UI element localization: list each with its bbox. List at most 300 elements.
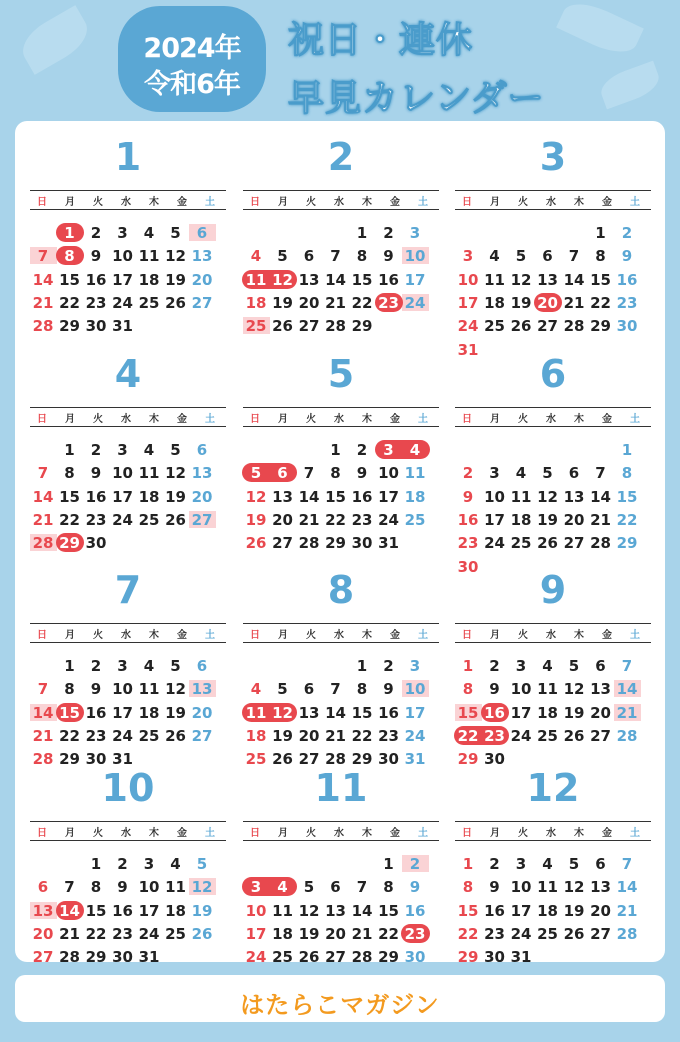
weekday-label: 木 — [362, 197, 372, 208]
weekday-label: 月 — [278, 197, 288, 208]
day-cell: 17 — [404, 270, 426, 289]
day-cell: 4 — [250, 247, 262, 266]
day-cell: 18 — [138, 703, 160, 722]
day-cell: 21 — [590, 510, 611, 529]
weekday-label: 水 — [546, 197, 556, 208]
day-cell: 11 — [484, 270, 505, 289]
day-cell: 16 — [351, 487, 373, 506]
day-cell: 27 — [325, 948, 346, 967]
month-11 — [243, 766, 439, 966]
day-cell: 15 — [325, 487, 346, 506]
day-cell: 14 — [616, 878, 638, 897]
day-cell: 5 — [542, 464, 553, 483]
weekday-label: 金 — [602, 828, 612, 839]
day-cell: 1 — [330, 441, 341, 459]
weekday-header — [243, 821, 439, 841]
weekday-label: 木 — [574, 828, 584, 839]
month-name: 2 — [327, 135, 355, 179]
weekday-label: 木 — [362, 828, 372, 839]
day-cell: 4 — [409, 441, 421, 459]
day-cell: 3 — [250, 878, 262, 897]
day-cell: 19 — [272, 293, 293, 312]
day-cell: 28 — [325, 750, 346, 769]
month-name: 8 — [327, 568, 355, 612]
day-cell: 3 — [117, 224, 128, 242]
day-cell: 26 — [298, 948, 320, 967]
weekday-label: 月 — [65, 197, 75, 208]
day-cell: 4 — [542, 657, 553, 675]
weekday-header — [455, 623, 651, 643]
day-cell: 23 — [85, 510, 107, 529]
weekday-label: 月 — [490, 630, 500, 641]
day-cell: 11 — [510, 487, 532, 506]
day-cell: 31 — [378, 534, 399, 553]
day-cell: 3 — [117, 441, 128, 459]
day-cell: 8 — [356, 247, 368, 266]
day-cell: 21 — [351, 924, 373, 943]
weekday-label: 水 — [546, 414, 556, 425]
day-cell: 31 — [404, 750, 426, 769]
day-cell: 6 — [196, 441, 208, 459]
day-cell: 28 — [298, 534, 320, 553]
day-cell: 25 — [484, 317, 505, 336]
day-cell: 25 — [272, 948, 293, 967]
day-cell: 22 — [85, 924, 107, 943]
day-cell: 22 — [59, 510, 80, 529]
day-cell: 19 — [165, 487, 186, 506]
day-cell: 13 — [590, 680, 611, 699]
day-cell: 30 — [85, 534, 107, 553]
day-cell: 16 — [484, 901, 505, 920]
day-cell: 5 — [170, 441, 181, 459]
day-cell: 14 — [32, 703, 54, 722]
weekday-label: 木 — [574, 197, 584, 208]
day-cell: 31 — [510, 948, 532, 967]
day-cell: 19 — [563, 703, 585, 722]
day-cell: 12 — [563, 680, 585, 699]
day-cell: 1 — [356, 657, 368, 675]
day-cell: 16 — [85, 703, 107, 722]
day-cell: 21 — [563, 293, 585, 312]
day-cell: 7 — [330, 680, 341, 699]
day-cell: 29 — [351, 317, 373, 336]
weekday-header — [455, 190, 651, 210]
day-cell: 30 — [112, 948, 133, 967]
day-cell: 25 — [245, 317, 267, 336]
weekday-label: 月 — [65, 630, 75, 641]
weekday-label: 木 — [362, 414, 372, 425]
day-cell: 22 — [378, 924, 399, 943]
day-cell: 5 — [250, 464, 262, 483]
day-cell: 7 — [568, 247, 580, 266]
day-cell: 2 — [462, 464, 474, 483]
day-cell: 28 — [32, 750, 54, 769]
day-cell: 19 — [537, 510, 558, 529]
day-cell: 3 — [489, 464, 500, 483]
day-cell: 19 — [165, 703, 186, 722]
weekday-label: 水 — [121, 414, 131, 425]
weekday-label: 木 — [149, 828, 159, 839]
day-cell: 5 — [303, 878, 315, 897]
day-cell: 15 — [59, 487, 80, 506]
day-cell: 30 — [484, 948, 505, 967]
weekday-label: 日 — [37, 828, 47, 839]
weekday-label: 木 — [149, 630, 159, 641]
weekday-label: 月 — [65, 828, 75, 839]
day-cell: 20 — [563, 510, 585, 529]
day-cell: 9 — [621, 247, 633, 266]
day-cell: 3 — [462, 247, 474, 266]
day-cell: 24 — [112, 293, 133, 312]
day-cell: 18 — [138, 270, 160, 289]
day-cell: 30 — [457, 557, 479, 576]
day-cell: 17 — [112, 487, 133, 506]
day-cell: 27 — [32, 948, 54, 967]
year-badge — [118, 6, 266, 112]
weekday-header — [30, 407, 226, 427]
day-cell: 25 — [165, 924, 186, 943]
weekday-label: 金 — [177, 828, 187, 839]
day-cell: 18 — [138, 487, 160, 506]
day-cell: 26 — [191, 924, 213, 943]
day-cell: 10 — [112, 680, 133, 699]
day-cell: 8 — [356, 680, 368, 699]
day-cell: 8 — [90, 878, 102, 897]
day-cell: 16 — [404, 901, 426, 920]
day-cell: 13 — [32, 901, 54, 920]
day-cell: 9 — [90, 680, 102, 699]
day-cell: 20 — [590, 901, 611, 920]
day-cell: 24 — [245, 948, 267, 967]
day-cell: 20 — [191, 703, 213, 722]
day-cell: 3 — [383, 441, 394, 459]
day-cell: 13 — [590, 878, 611, 897]
weekday-label: 日 — [37, 197, 47, 208]
day-cell: 13 — [325, 901, 346, 920]
day-cell: 25 — [404, 510, 426, 529]
weekday-label: 水 — [334, 630, 344, 641]
day-cell: 1 — [64, 657, 75, 675]
weekday-label: 日 — [250, 630, 260, 641]
footer — [15, 975, 665, 1022]
weekday-label: 土 — [418, 197, 428, 208]
day-cell: 28 — [32, 534, 54, 553]
weekday-label: 水 — [121, 630, 131, 641]
day-cell: 14 — [325, 270, 346, 289]
weekday-label: 日 — [250, 828, 260, 839]
weekday-label: 火 — [306, 414, 316, 425]
day-cell: 26 — [563, 924, 585, 943]
day-cell: 24 — [484, 534, 505, 553]
day-cell: 29 — [616, 534, 638, 553]
day-cell: 19 — [510, 293, 532, 312]
day-cell: 10 — [510, 680, 532, 699]
day-cell: 28 — [351, 948, 373, 967]
year-label: 2024年 — [143, 33, 241, 64]
month-8 — [243, 568, 439, 768]
day-cell: 30 — [616, 317, 638, 336]
day-cell: 23 — [378, 293, 399, 312]
day-cell: 9 — [90, 247, 102, 266]
day-cell: 6 — [595, 657, 606, 675]
day-cell: 4 — [542, 855, 553, 873]
day-cell: 29 — [325, 534, 346, 553]
day-cell: 6 — [542, 247, 553, 266]
day-cell: 18 — [245, 293, 267, 312]
day-cell: 31 — [457, 340, 479, 359]
weekday-label: 火 — [93, 630, 103, 641]
weekday-label: 水 — [546, 630, 556, 641]
day-cell: 25 — [510, 534, 532, 553]
day-cell: 23 — [404, 924, 426, 943]
day-cell: 1 — [621, 441, 633, 459]
day-cell: 23 — [112, 924, 133, 943]
weekday-label: 木 — [362, 630, 372, 641]
day-cell: 21 — [616, 901, 638, 920]
day-cell: 4 — [143, 441, 155, 459]
day-cell: 16 — [378, 703, 399, 722]
day-cell: 4 — [250, 680, 262, 699]
weekday-header — [455, 407, 651, 427]
month-9 — [455, 568, 651, 768]
day-cell: 22 — [351, 726, 373, 745]
day-cell: 27 — [191, 510, 213, 529]
day-cell: 10 — [112, 464, 133, 483]
day-cell: 16 — [616, 270, 638, 289]
day-cell: 27 — [298, 317, 320, 336]
day-cell: 26 — [272, 317, 293, 336]
day-cell: 12 — [245, 487, 267, 506]
day-cell: 26 — [537, 534, 558, 553]
day-cell: 6 — [303, 680, 315, 699]
day-cell: 2 — [90, 657, 102, 675]
day-cell: 18 — [537, 703, 558, 722]
day-cell: 7 — [595, 464, 606, 483]
day-cell: 5 — [196, 855, 208, 873]
day-cell: 25 — [537, 924, 558, 943]
day-cell: 9 — [409, 878, 421, 897]
day-cell: 26 — [165, 293, 186, 312]
day-cell: 20 — [272, 510, 293, 529]
day-cell: 1 — [462, 855, 474, 873]
day-cell: 30 — [484, 750, 505, 769]
day-cell: 6 — [568, 464, 580, 483]
weekday-label: 日 — [250, 414, 260, 425]
day-cell: 9 — [356, 464, 368, 483]
weekday-label: 金 — [390, 828, 400, 839]
weekday-header — [243, 623, 439, 643]
day-cell: 24 — [404, 726, 426, 745]
day-cell: 24 — [112, 510, 133, 529]
day-cell: 15 — [457, 901, 479, 920]
day-cell: 14 — [59, 901, 80, 920]
weekday-label: 火 — [93, 828, 103, 839]
day-cell: 5 — [515, 247, 527, 266]
day-cell: 6 — [196, 657, 208, 675]
day-cell: 6 — [330, 878, 341, 897]
day-cell: 27 — [537, 317, 558, 336]
day-cell: 3 — [515, 855, 527, 873]
day-cell: 15 — [378, 901, 399, 920]
day-cell: 6 — [595, 855, 606, 873]
day-cell: 17 — [138, 901, 160, 920]
day-cell: 24 — [457, 317, 479, 336]
day-cell: 30 — [378, 750, 399, 769]
weekday-label: 月 — [490, 414, 500, 425]
day-cell: 23 — [457, 534, 479, 553]
day-cell: 27 — [590, 924, 611, 943]
day-cell: 11 — [245, 703, 267, 722]
weekday-label: 火 — [306, 197, 316, 208]
weekday-label: 月 — [278, 630, 288, 641]
day-cell: 29 — [59, 750, 80, 769]
day-cell: 31 — [138, 948, 160, 967]
weekday-label: 火 — [306, 828, 316, 839]
day-cell: 27 — [590, 726, 611, 745]
day-cell: 29 — [351, 750, 373, 769]
weekday-label: 火 — [306, 630, 316, 641]
day-cell: 6 — [303, 247, 315, 266]
calendar-panel — [15, 121, 665, 967]
day-cell: 10 — [138, 878, 160, 897]
day-cell: 17 — [510, 901, 532, 920]
weekday-label: 火 — [518, 630, 528, 641]
day-cell: 29 — [378, 948, 399, 967]
day-cell: 7 — [37, 247, 49, 266]
month-4 — [30, 352, 226, 552]
day-cell: 26 — [165, 510, 186, 529]
day-cell: 10 — [404, 680, 426, 699]
day-cell: 4 — [515, 464, 527, 483]
day-cell: 20 — [298, 293, 320, 312]
day-cell: 11 — [138, 464, 160, 483]
weekday-header — [30, 821, 226, 841]
month-6 — [455, 352, 651, 576]
day-cell: 16 — [484, 703, 505, 722]
day-cell: 8 — [462, 680, 474, 699]
day-cell: 28 — [563, 317, 585, 336]
weekday-label: 金 — [602, 630, 612, 641]
day-cell: 14 — [351, 901, 373, 920]
day-cell: 1 — [383, 855, 394, 873]
day-cell: 4 — [143, 657, 155, 675]
weekday-label: 土 — [205, 197, 215, 208]
month-name: 10 — [101, 766, 155, 810]
day-cell: 27 — [563, 534, 585, 553]
day-cell: 12 — [563, 878, 585, 897]
day-cell: 28 — [32, 317, 54, 336]
day-cell: 12 — [537, 487, 558, 506]
weekday-label: 土 — [630, 414, 640, 425]
day-cell: 27 — [272, 534, 293, 553]
day-cell: 12 — [272, 270, 293, 289]
day-cell: 25 — [138, 293, 160, 312]
day-cell: 2 — [90, 224, 102, 242]
day-cell: 27 — [191, 293, 213, 312]
day-cell: 27 — [298, 750, 320, 769]
month-name: 4 — [114, 352, 142, 396]
day-cell: 19 — [272, 726, 293, 745]
day-cell: 1 — [64, 441, 75, 459]
day-cell: 2 — [621, 224, 633, 242]
day-cell: 4 — [277, 878, 288, 897]
day-cell: 19 — [165, 270, 186, 289]
month-10 — [30, 766, 226, 966]
day-cell: 18 — [245, 726, 267, 745]
day-cell: 22 — [351, 293, 373, 312]
day-cell: 7 — [37, 680, 49, 699]
day-cell: 12 — [510, 270, 532, 289]
day-cell: 25 — [138, 510, 160, 529]
day-cell: 30 — [85, 317, 107, 336]
weekday-header — [243, 407, 439, 427]
day-cell: 3 — [515, 657, 527, 675]
weekday-label: 土 — [205, 828, 215, 839]
day-cell: 13 — [298, 703, 320, 722]
day-cell: 21 — [325, 726, 346, 745]
day-cell: 16 — [85, 270, 107, 289]
day-cell: 7 — [330, 247, 341, 266]
weekday-label: 日 — [462, 630, 472, 641]
day-cell: 21 — [298, 510, 320, 529]
weekday-label: 土 — [630, 828, 640, 839]
day-cell: 13 — [191, 680, 213, 699]
day-cell: 25 — [138, 726, 160, 745]
day-cell: 29 — [457, 948, 479, 967]
day-cell: 22 — [616, 510, 638, 529]
day-cell: 5 — [568, 855, 580, 873]
day-cell: 12 — [191, 878, 213, 897]
month-name: 3 — [539, 135, 567, 179]
day-cell: 6 — [277, 464, 288, 483]
day-cell: 11 — [537, 680, 558, 699]
month-12 — [455, 766, 651, 966]
day-cell: 6 — [37, 878, 49, 897]
day-cell: 18 — [510, 510, 532, 529]
day-cell: 17 — [112, 703, 133, 722]
month-7 — [30, 568, 226, 768]
day-cell: 15 — [457, 703, 479, 722]
weekday-label: 土 — [630, 197, 640, 208]
day-cell: 7 — [621, 855, 633, 873]
day-cell: 4 — [170, 855, 181, 873]
page-title: 祝日・連休 — [288, 20, 474, 61]
day-cell: 26 — [563, 726, 585, 745]
weekday-label: 木 — [574, 630, 584, 641]
day-cell: 5 — [170, 657, 181, 675]
weekday-header — [243, 190, 439, 210]
day-cell: 8 — [64, 680, 75, 699]
day-cell: 10 — [245, 901, 267, 920]
day-cell: 22 — [457, 726, 479, 745]
weekday-label: 土 — [205, 630, 215, 641]
day-cell: 29 — [590, 317, 611, 336]
day-cell: 21 — [59, 924, 80, 943]
day-cell: 27 — [191, 726, 213, 745]
weekday-label: 火 — [93, 197, 103, 208]
day-cell: 1 — [595, 224, 606, 242]
day-cell: 18 — [165, 901, 186, 920]
day-cell: 18 — [404, 487, 426, 506]
day-cell: 22 — [59, 293, 80, 312]
day-cell: 9 — [90, 464, 102, 483]
day-cell: 7 — [37, 464, 49, 483]
day-cell: 11 — [272, 901, 293, 920]
day-cell: 10 — [404, 247, 426, 266]
day-cell: 13 — [272, 487, 293, 506]
day-cell: 13 — [191, 247, 213, 266]
weekday-label: 土 — [418, 828, 428, 839]
